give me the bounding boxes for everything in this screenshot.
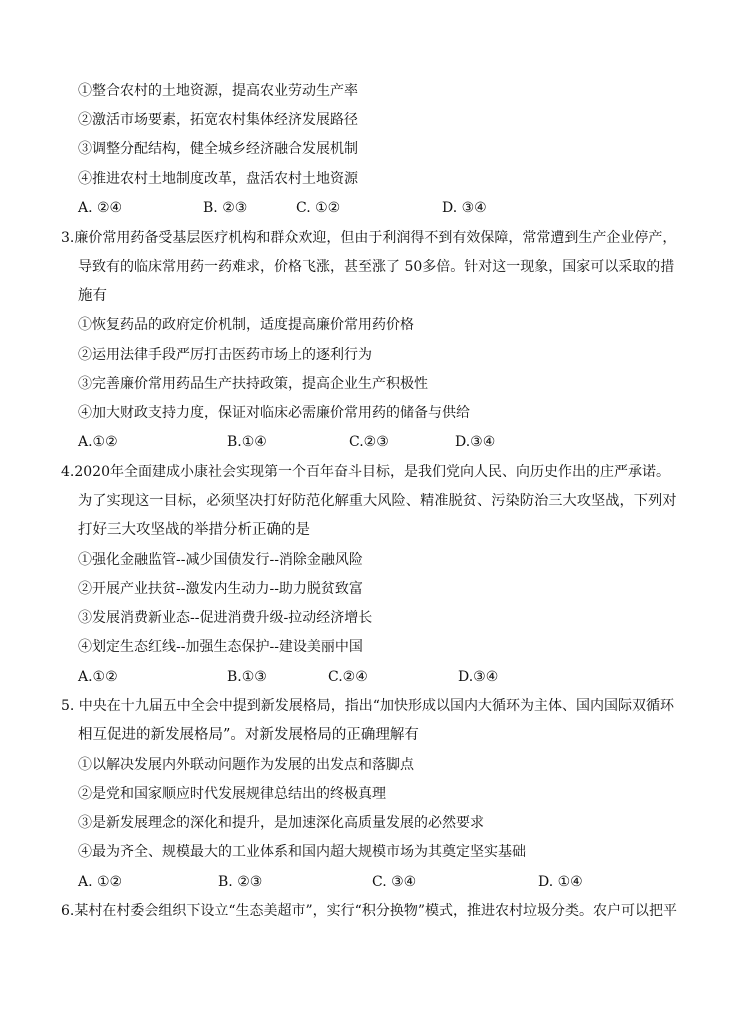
q4-option-3: ③发展消费新业态--促进消费升级-拉动经济增长 — [78, 610, 373, 626]
q4-choice-d: D.③④ — [458, 669, 499, 685]
q5-stem-line-1: 5. 中央在十九届五中全会中提到新发展格局，指出“加快形成以国内大循环为主体、国内国际双循环 — [61, 698, 674, 714]
q3-choice-c: C.②③ — [349, 434, 389, 450]
q2-option-2: ②激活市场要素，拓宽农村集体经济发展路径 — [78, 112, 358, 128]
q4-stem-line-2: 为了实现这一目标，必须坚决打好防范化解重大风险、精准脱贫、污染防治三大攻坚战，下列对 — [78, 493, 677, 509]
q2-choice-d: D. ③④ — [442, 200, 487, 216]
q4-choice-c: C.②④ — [328, 669, 368, 685]
q2-option-1: ①整合农村的土地资源，提高农业劳动生产率 — [78, 83, 358, 99]
q3-choice-b: B.①④ — [227, 434, 267, 450]
q3-option-3: ③完善廉价常用药品生产扶持政策，提高企业生产积极性 — [78, 376, 428, 392]
q3-stem-line-3: 施有 — [78, 288, 107, 304]
q5-choice-b: B. ②③ — [218, 874, 263, 890]
q2-choice-c: C. ①② — [296, 200, 341, 216]
q5-choice-d: D. ①④ — [538, 874, 583, 890]
q3-choice-a: A.①② — [78, 434, 118, 450]
q5-stem-line-2: 相互促进的新发展格局”。对新发展格局的正确理解有 — [78, 727, 419, 743]
q5-option-4: ④最为齐全、规模最大的工业体系和国内超大规模市场为其奠定坚实基础 — [78, 844, 526, 860]
q3-stem-line-1: 3.廉价常用药备受基层医疗机构和群众欢迎，但由于利润得不到有效保障，常常遭到生产企业停产， — [61, 230, 677, 246]
q5-choice-a: A. ①② — [78, 874, 123, 890]
q2-option-3: ③调整分配结构，健全城乡经济融合发展机制 — [78, 141, 358, 157]
q3-choice-d: D.③④ — [455, 434, 496, 450]
q5-choice-c: C. ③④ — [372, 874, 417, 890]
q4-stem-line-3: 打好三大攻坚战的举措分析正确的是 — [78, 522, 310, 538]
q3-option-2: ②运用法律手段严厉打击医药市场上的逐利行为 — [78, 347, 372, 363]
q4-option-1: ①强化金融监管--减少国债发行--消除金融风险 — [78, 552, 363, 568]
q5-option-2: ②是党和国家顺应时代发展规律总结出的终极真理 — [78, 786, 386, 802]
q4-stem-line-1: 4.2020年全面建成小康社会实现第一个百年奋斗目标，是我们党向人民、向历史作出的庄严承诺。 — [61, 464, 670, 480]
q6-stem-line-1: 6.某村在村委会组织下设立“生态美超市”，实行“积分换物”模式，推进农村垃圾分类。农户可以把平 — [61, 903, 677, 919]
q3-option-1: ①恢复药品的政府定价机制，适度提高廉价常用药价格 — [78, 317, 414, 333]
q2-option-4: ④推进农村土地制度改革，盘活农村土地资源 — [78, 171, 358, 187]
q4-option-4: ④划定生态红线--加强生态保护--建设美丽中国 — [78, 639, 363, 655]
q5-option-1: ①以解决发展内外联动问题作为发展的出发点和落脚点 — [78, 757, 414, 773]
q2-choice-b: B. ②③ — [203, 200, 248, 216]
q3-option-4: ④加大财政支持力度，保证对临床必需廉价常用药的储备与供给 — [78, 405, 470, 421]
q5-option-3: ③是新发展理念的深化和提升，是加速深化高质量发展的必然要求 — [78, 815, 484, 831]
q4-choice-b: B.①③ — [227, 669, 267, 685]
q4-choice-a: A.①② — [78, 669, 118, 685]
q2-choice-a: A. ②④ — [78, 200, 123, 216]
q3-stem-line-2: 导致有的临床常用药一药难求，价格飞涨，甚至涨了 50多倍。针对这一现象，国家可以采取的措 — [78, 259, 675, 275]
q4-option-2: ②开展产业扶贫--激发内生动力--助力脱贫致富 — [78, 581, 363, 597]
